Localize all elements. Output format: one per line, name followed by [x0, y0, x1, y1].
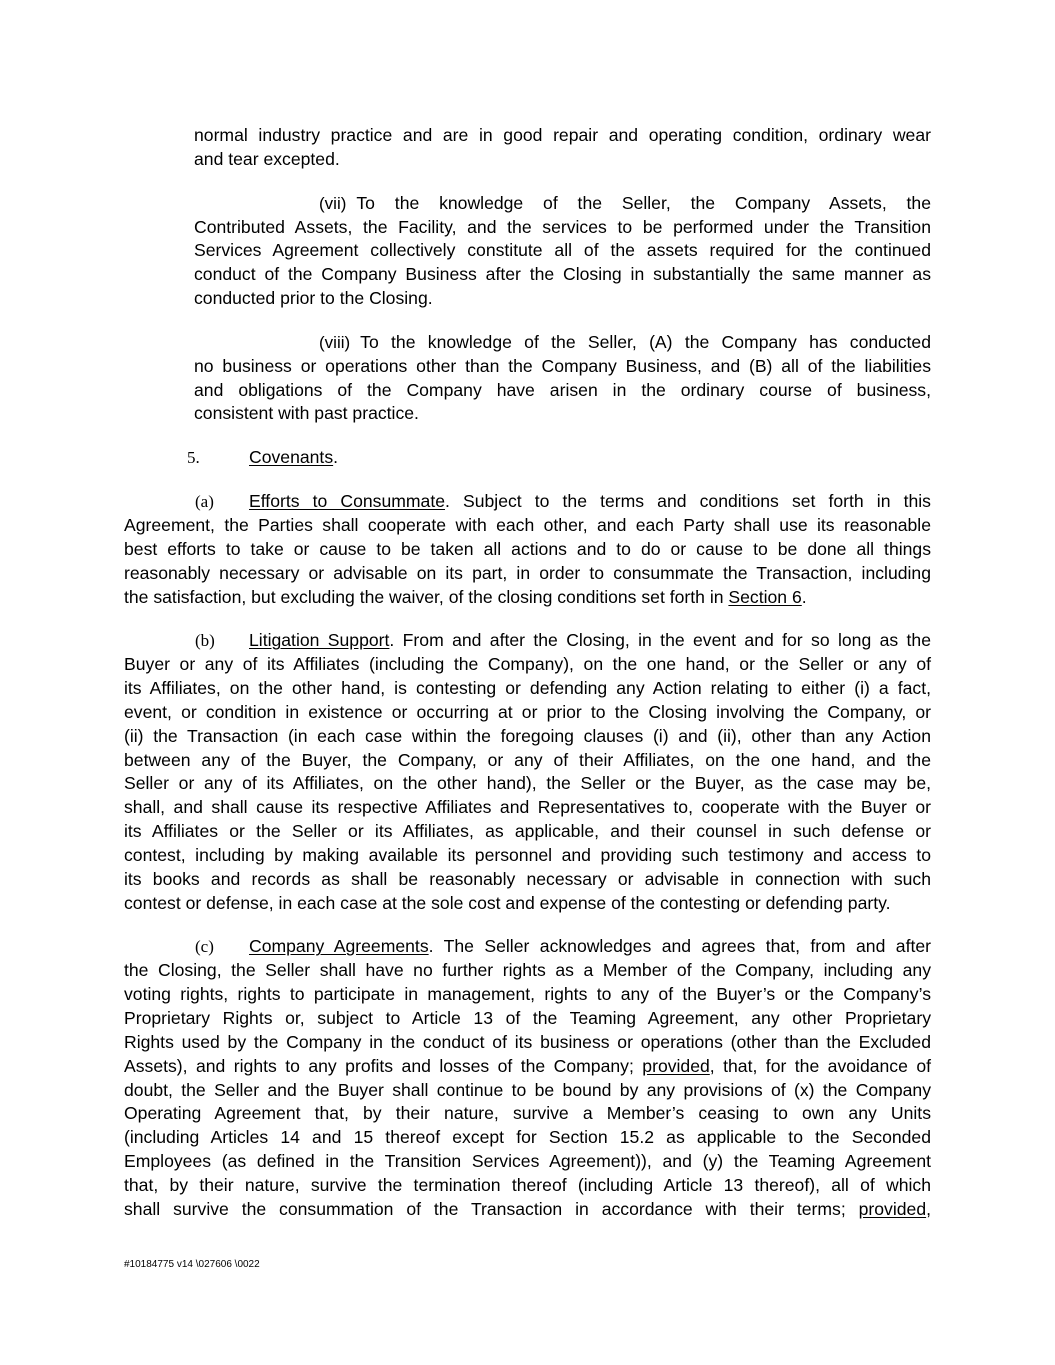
text-segment: contest or defense, in each case at the sole cost and expense of the contesting or defending party. — [124, 892, 891, 913]
text-segment: that, by their nature, survive the termination thereof (including Article 13 thereof), all of which — [124, 1174, 931, 1195]
text-segment: the Closing, the Seller shall have no further rights as a Member of the Company, including any — [124, 960, 931, 981]
text-segment: reasonably necessary or advisable on its part, in order to consummate the Transaction, including — [124, 562, 931, 583]
text-segment: and obligations of the Company have arisen in the ordinary course of business, — [194, 379, 931, 400]
clause-label: (vii) — [319, 193, 347, 213]
text-segment: its books and records as shall be reasonably necessary or advisable in connection with such — [124, 868, 931, 889]
text-segment: Operating Agreement that, by their nature, survive a Member’s ceasing to own any Units — [124, 1103, 931, 1124]
text-segment: Proprietary Rights or, subject to Article 13 of the Teaming Agreement, any other Proprietary — [124, 1008, 931, 1028]
text-segment: doubt, the Seller and the Buyer shall continue to be bound by any provisions of (x) the Company — [124, 1079, 931, 1100]
text-line — [194, 148, 931, 172]
text-line — [194, 379, 931, 403]
underlined-term: Company Agreements — [249, 936, 429, 957]
paragraph-vii — [194, 192, 931, 311]
paragraph-b-litigation-support — [124, 629, 931, 915]
text-segment: the satisfaction, but excluding the waiver, of the closing conditions set forth in — [124, 586, 729, 607]
text-segment: Assets), and rights to any profits and losses of the Company; — [124, 1055, 643, 1076]
text-line — [124, 1198, 931, 1222]
text-line — [124, 653, 931, 677]
text-segment: . From and after the Closing, in the event and for so long as the — [389, 630, 931, 651]
text-segment: between any of the Buyer, the Company, or any of their Affiliates, on the one hand, and the — [124, 749, 931, 770]
text-line — [124, 677, 931, 701]
text-line — [124, 1174, 931, 1198]
text-line — [124, 820, 931, 844]
text-line — [124, 844, 931, 868]
paragraph-continuation — [194, 124, 931, 172]
text-segment: Rights used by the Company in the conduct of its business or operations (other than the Excluded — [124, 1031, 931, 1052]
text-segment: Agreement, the Parties shall cooperate with each other, and each Party shall use its reasonable — [124, 514, 931, 535]
underlined-term: Litigation Support — [249, 630, 390, 651]
text-line — [124, 725, 931, 749]
text-segment: (ii) the Transaction (in each case within the foregoing clauses (i) and (ii), other than any Action — [124, 725, 931, 746]
text-line — [194, 355, 931, 379]
text-line — [187, 446, 931, 470]
text-segment: voting rights, rights to participate in management, rights to any of the Buyer’s or the Company’s — [124, 984, 931, 1005]
text-segment: conducted prior to the Closing. — [194, 288, 433, 309]
text-segment: best efforts to take or cause to be taken all actions and to do or cause to be done all things — [124, 538, 931, 559]
section-5-heading — [187, 446, 931, 470]
underlined-term: Section 6 — [728, 586, 802, 607]
text-line — [124, 562, 931, 586]
text-segment: event, or condition in existence or occurring at or prior to the Closing involving the Company, or — [124, 701, 931, 722]
text-segment: , that, for the avoidance of — [709, 1055, 932, 1076]
text-segment: its Affiliates or the Seller or its Affiliates, as applicable, and their counsel in such defense or — [124, 821, 931, 842]
underlined-term: provided — [858, 1198, 927, 1219]
text-line — [194, 124, 931, 148]
paragraph-viii — [194, 331, 931, 426]
text-line — [124, 538, 931, 562]
text-line — [194, 192, 931, 216]
text-line — [124, 983, 931, 1007]
text-segment: To the knowledge of the Seller, (A) the Company has conducted — [360, 331, 931, 352]
text-line — [124, 629, 931, 653]
text-line — [124, 1055, 931, 1079]
text-line — [194, 263, 931, 287]
text-segment: To the knowledge of the Seller, the Company Assets, the — [356, 192, 931, 213]
text-line — [124, 701, 931, 725]
text-line — [194, 216, 931, 240]
underlined-term: Efforts to Consummate — [249, 491, 446, 512]
text-segment: . — [801, 586, 807, 607]
text-segment: Employees (as defined in the Transition Services Agreement)), and (y) the Teaming Agreement — [124, 1151, 931, 1172]
text-segment: . The Seller acknowledges and agrees that, from and after — [428, 936, 931, 957]
text-segment: shall survive the consummation of the Transaction in accordance with their terms; — [124, 1198, 859, 1219]
text-segment: Services Agreement collectively constitute all of the assets required for the continued — [194, 240, 931, 261]
text-line — [124, 772, 931, 796]
text-line — [194, 287, 931, 311]
text-segment: . — [333, 447, 339, 468]
text-line — [194, 239, 931, 263]
text-line — [124, 935, 931, 959]
text-line — [194, 331, 931, 355]
text-line — [124, 959, 931, 983]
text-segment: consistent with past practice. — [194, 403, 419, 424]
underlined-term: provided — [642, 1055, 710, 1076]
text-line — [124, 1102, 931, 1126]
text-line — [124, 514, 931, 538]
text-line — [124, 1007, 931, 1031]
clause-label: (b) — [195, 631, 215, 651]
paragraph-a-efforts-to-consummate — [124, 490, 931, 609]
paragraph-c-company-agreements — [124, 935, 931, 1221]
text-segment: . Subject to the terms and conditions set forth in this — [445, 491, 931, 512]
document-footer-id: #10184775 v14 \027606 \0022 — [124, 1259, 260, 1270]
text-segment: Seller or any of its Affiliates, on the other hand), the Seller or the Buyer, as the case may be, — [124, 773, 931, 794]
text-segment: normal industry practice and are in good repair and operating condition, ordinary wear — [194, 125, 931, 145]
text-line — [124, 1079, 931, 1103]
clause-label: (c) — [195, 937, 214, 957]
text-segment: conduct of the Company Business after the Closing in substantially the same manner as — [194, 264, 931, 285]
clause-label: (viii) — [319, 332, 351, 352]
text-segment: (including Articles 14 and 15 thereof except for Section 15.2 as applicable to the Seconded — [124, 1127, 931, 1148]
text-segment: Buyer or any of its Affiliates (including the Company), on the one hand, or the Seller or any of — [124, 654, 931, 675]
underlined-term: Covenants — [249, 447, 334, 468]
text-segment: Contributed Assets, the Facility, and the services to be performed under the Transition — [194, 216, 931, 237]
clause-label: (a) — [195, 492, 214, 512]
text-segment: shall, and shall cause its respective Affiliates and Representatives to, cooperate with the Buyer or — [124, 797, 931, 818]
document-body — [0, 124, 1055, 1242]
text-segment: contest, including by making available its personnel and providing such testimony and access to — [124, 844, 931, 865]
clause-label: 5. — [187, 448, 200, 468]
text-line — [124, 749, 931, 773]
text-segment: its Affiliates, on the other hand, is contesting or defending any Action relating to either (i) a fact, — [124, 678, 931, 699]
text-line — [124, 1031, 931, 1055]
text-line — [124, 586, 931, 610]
text-line — [124, 796, 931, 820]
text-segment: no business or operations other than the Company Business, and (B) all of the liabilities — [194, 355, 931, 376]
text-line — [124, 868, 931, 892]
text-line — [124, 892, 931, 916]
text-segment: , — [926, 1198, 931, 1219]
text-line — [124, 1126, 931, 1150]
text-segment: and tear excepted. — [194, 148, 340, 169]
text-line — [124, 1150, 931, 1174]
text-line — [194, 402, 931, 426]
text-line — [124, 490, 931, 514]
